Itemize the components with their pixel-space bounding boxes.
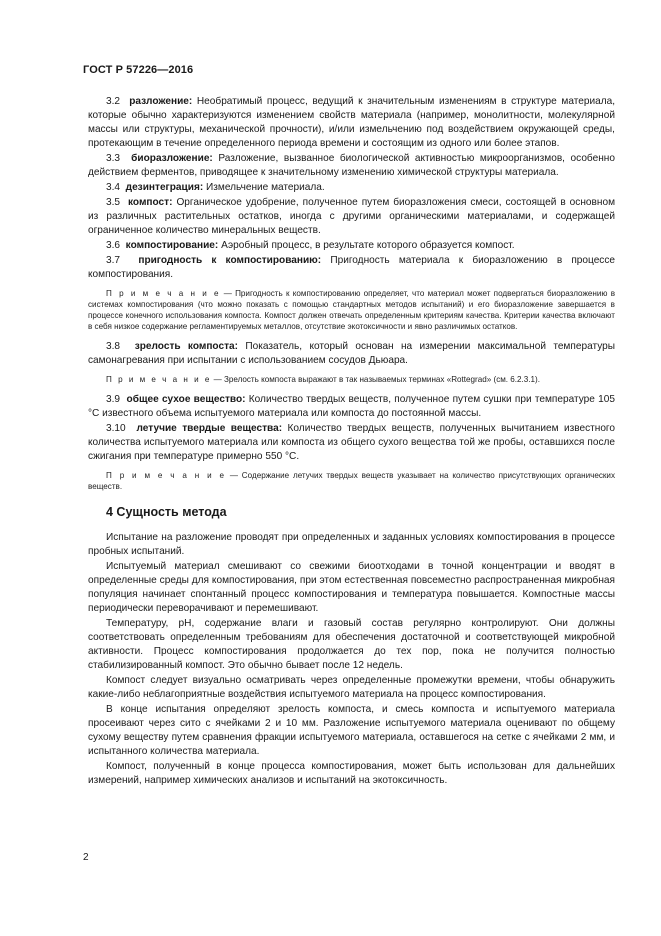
definition-3-5: 3.5 компост: Органическое удобрение, полученное путем биоразложения смеси, состоящей в основном из различных растительных остатков, иногда с другими органическими материалами, и содержащей ограниченное количество минеральных веществ.: [88, 197, 616, 236]
note-compostability: П р и м е ч а н и е — Пригодность к компостированию определяет, что материал может подвергаться биоразложению в системах компостирования (что можно показать с помощью стандартных методов испытаний) и его биоразложение завершается в процессе конечного использования компоста. Компост должен отвечать определенным критериям качества. Критерии качества включают в себя низкое содержание регламентируемых металлов, отсутствие экотоксичности и явно различимых остатков.: [88, 289, 615, 331]
section-paragraph: Испытание на разложение проводят при определенных и заданных условиях компостирования в процессе пробных испытаний.: [88, 532, 615, 557]
note-maturity: П р и м е ч а н и е — Зрелость компоста выражают в так называемых терминах «Rottegrad» (см. 6.2.3.1).: [106, 375, 541, 384]
document-header: ГОСТ Р 57226—2016: [83, 64, 194, 76]
note-volatile-solids: П р и м е ч а н и е — Содержание летучих твердых веществ указывает на количество присутствующих органических веществ.: [88, 471, 615, 491]
definition-3-9: 3.9 общее сухое вещество: Количество твердых веществ, полученное путем сушки при температуре 105 °С известного объема испытуемого материала или компоста до постоянной массы.: [88, 394, 615, 419]
section-paragraph: Компост следует визуально осматривать через определенные промежутки времени, чтобы обнаружить какие-либо неблагоприятные воздействия испытуемого материала на процесс компостирования.: [88, 675, 615, 700]
definition-3-6: 3.6 компостирование: Аэробный процесс, в результате которого образуется компост.: [106, 240, 515, 251]
section-title: 4 Сущность метода: [106, 505, 227, 519]
section-paragraph: В конце испытания определяют зрелость компоста, и смесь компоста и испытуемого материала просеивают через сито с ячейками 2 и 10 мм. Разложение испытуемого материала оценивают по общему сухому веществу путем сравнения фракции испытуемого материала, оставшегося на сетке с ячейками 2 мм, и испытанного количества материала.: [88, 704, 615, 757]
definition-3-4: 3.4 дезинтеграция: Измельчение материала.: [106, 182, 325, 193]
section-paragraph: Компост, полученный в конце процесса компостирования, может быть использован для дальнейших измерений, например химических анализов и испытаний на экотоксичность.: [88, 761, 615, 786]
section-paragraph: Температуру, рН, содержание влаги и газовый состав регулярно контролируют. Они должны соответствовать определенным требованиям для обеспечения достаточной и соответствующей микробной активности. Процесс компостирования продолжается до тех пор, пока не получится полностью стабилизированный компост. Это обычно бывает после 12 недель.: [88, 618, 615, 671]
section-paragraph: Испытуемый материал смешивают со свежими биоотходами в точной концентрации и вводят в определенные среды для компостирования, при этом естественная повсеместно распространенная микробная популяция начинает спонтанный процесс компостирования и температура повышается. Компостные массы периодически переворачивают и перемешивают.: [88, 561, 615, 614]
page-number: 2: [83, 852, 89, 863]
definition-3-10: 3.10 летучие твердые вещества: Количество твердых веществ, полученных вычитанием известного количества испытуемого материала или компоста из общего сухого вещества той же пробы, оставшихся после сжигания при температуре примерно 550 °С.: [88, 423, 616, 462]
definition-3-7: 3.7 пригодность к компостированию: Пригодность материала к биоразложению в процессе компостирования.: [88, 255, 616, 280]
page-content: [88, 95, 615, 789]
definition-3-2: 3.2 разложение: Необратимый процесс, ведущий к значительным изменениям в структуре материала, которые обычно характеризуются изменением свойств материала (например, монолитности, молекулярной массы или структуры, механической прочности), и/или измельчению под воздействием окружающей среды, протекающим в течение определенного периода времени и состоящим из одного или более этапов.: [88, 96, 616, 149]
definition-3-3: 3.3 биоразложение: Разложение, вызванное биологической активностью микроорганизмов, особенно действием ферментов, приводящее к значительному изменению химической структуры материала.: [88, 153, 615, 178]
definition-3-8: 3.8 зрелость компоста: Показатель, который основан на измерении максимальной температуры самонагревания при испытании с использованием сосудов Дьюара.: [88, 341, 615, 366]
